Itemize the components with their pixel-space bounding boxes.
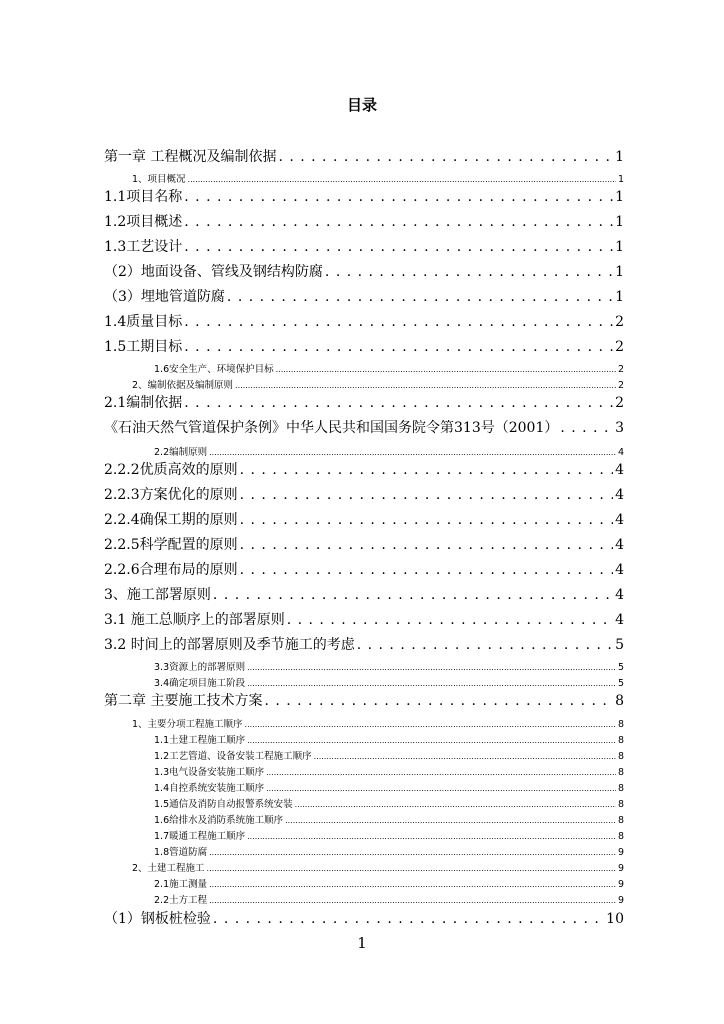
- toc-entry[interactable]: [104, 460, 624, 480]
- toc-entry-text: 第一章 工程概况及编制依据: [104, 149, 277, 165]
- toc-entry-page: 1: [615, 264, 624, 280]
- toc-entry-text: （1）钢板桩检验: [104, 911, 211, 927]
- toc-entry[interactable]: [104, 262, 624, 282]
- toc-entry-text: 2.2.3方案优化的原则: [104, 487, 238, 503]
- toc-entry[interactable]: [104, 635, 624, 655]
- toc-entry-page: 2: [615, 314, 624, 330]
- toc-leader: [213, 909, 604, 929]
- toc-entry-text: 1.6安全生产、环境保护目标: [154, 364, 274, 375]
- page-number: 1: [357, 934, 367, 952]
- toc-entry-text: （3）埋地管道防腐: [104, 289, 225, 305]
- toc-entry-page: 1: [615, 289, 624, 305]
- toc-leader: [240, 485, 613, 505]
- toc-entry-page: 1: [615, 149, 624, 165]
- toc-entry[interactable]: [104, 418, 624, 438]
- toc-leader: [278, 147, 613, 167]
- toc-entry-text: 2.1施工测量: [154, 879, 208, 890]
- toc-entry-text: 2.1编制依据: [104, 395, 183, 411]
- toc-entry-page: 4: [617, 447, 624, 458]
- toc-entry[interactable]: [104, 147, 624, 167]
- toc-entry[interactable]: [104, 535, 624, 555]
- toc-leader: [247, 677, 616, 691]
- toc-entry-page: 2: [617, 364, 624, 375]
- toc-entry[interactable]: [104, 691, 624, 711]
- toc-entry-page: 9: [617, 879, 624, 890]
- toc-leader: [264, 691, 613, 711]
- toc-entry-page: 2: [615, 395, 624, 411]
- toc-entry-page: 9: [617, 847, 624, 858]
- toc-entry-text: （2）地面设备、管线及钢结构防腐: [104, 264, 323, 280]
- toc-leader: [245, 718, 616, 732]
- toc-entry-page: 4: [615, 612, 624, 628]
- toc-entry-text: 1.3电气设备安装施工顺序: [154, 767, 265, 778]
- toc-entry-text: 1.1项目名称: [104, 189, 183, 205]
- toc-entry[interactable]: [154, 750, 624, 764]
- toc-leader: [240, 510, 613, 530]
- toc-entry-text: 1.5通信及消防自动报警系统安装: [154, 799, 293, 810]
- toc-entry-page: 10: [606, 911, 624, 927]
- toc-leader: [184, 312, 613, 332]
- toc-entry-page: 5: [617, 662, 624, 673]
- toc-leader: [184, 393, 613, 413]
- toc-entry-page: 4: [615, 562, 624, 578]
- toc-entry-page: 8: [617, 719, 624, 730]
- toc-leader: [295, 798, 616, 812]
- toc-leader: [247, 830, 616, 844]
- toc-entry[interactable]: [154, 661, 624, 675]
- toc-entry-page: 8: [617, 751, 624, 762]
- toc-entry[interactable]: [104, 510, 624, 530]
- toc-entry-text: 1、项目概况: [132, 174, 186, 185]
- toc-entry-text: 1.3工艺设计: [104, 239, 183, 255]
- toc-entry[interactable]: [154, 878, 624, 892]
- toc-leader: [188, 173, 616, 187]
- toc-leader: [227, 287, 613, 307]
- toc-leader: [209, 894, 616, 908]
- toc-entry[interactable]: [132, 173, 624, 187]
- toc-entry-text: 2、编制依据及编制原则: [132, 380, 234, 391]
- toc-entry-page: 5: [617, 678, 624, 689]
- toc-leader: [266, 766, 616, 780]
- toc-entry-page: 1: [615, 239, 624, 255]
- toc-leader: [184, 237, 613, 257]
- toc-entry[interactable]: [104, 187, 624, 207]
- toc-leader: [325, 262, 613, 282]
- toc-entry-page: 4: [615, 487, 624, 503]
- toc-entry-page: 8: [617, 783, 624, 794]
- toc-entry-page: 2: [617, 380, 624, 391]
- toc-entry-text: 1.2工艺管道、设备安装工程施工顺序: [154, 751, 312, 762]
- toc-entry-page: 8: [617, 767, 624, 778]
- toc-leader: [213, 585, 613, 605]
- toc-leader: [240, 560, 613, 580]
- toc-entry-text: 1.6给排水及消防系统施工顺序: [154, 815, 284, 826]
- toc-entry[interactable]: [104, 393, 624, 413]
- toc-entry[interactable]: [104, 337, 624, 357]
- toc-entry-text: 2.2.2优质高效的原则: [104, 462, 238, 478]
- toc-entry[interactable]: [154, 830, 624, 844]
- toc-leader: [240, 535, 613, 555]
- toc-entry[interactable]: [154, 677, 624, 691]
- toc-entry[interactable]: [154, 846, 624, 860]
- toc-leader: [184, 212, 613, 232]
- toc-leader: [247, 661, 616, 675]
- toc-entry-text: 3.4确定项目施工阶段: [154, 678, 246, 689]
- toc-entry[interactable]: [154, 766, 624, 780]
- toc-entry[interactable]: [154, 782, 624, 796]
- toc-entry-text: 1、主要分项工程施工顺序: [132, 719, 243, 730]
- toc-leader: [209, 878, 616, 892]
- toc-entry[interactable]: [154, 734, 624, 748]
- toc-entry-page: 9: [617, 863, 624, 874]
- toc-entry[interactable]: [154, 363, 624, 377]
- toc-entry[interactable]: [154, 446, 624, 460]
- toc-entry-text: 《石油天然气管道保护条例》中华人民共和国国务院令第313号（2001）: [104, 420, 559, 436]
- toc-entry[interactable]: [154, 798, 624, 812]
- toc-entry-page: 8: [617, 831, 624, 842]
- toc-entry-page: 1: [617, 174, 624, 185]
- toc-leader: [357, 635, 613, 655]
- toc-entry-text: 2.2编制原则: [154, 447, 208, 458]
- toc-title: 目录: [346, 96, 377, 114]
- toc-entry-text: 3、施工部署原则: [104, 587, 211, 603]
- toc-leader: [287, 610, 613, 630]
- toc-leader: [314, 750, 616, 764]
- toc-entry-text: 2.2.6合理布局的原则: [104, 562, 238, 578]
- toc-entry-text: 1.4质量目标: [104, 314, 183, 330]
- toc-entry-page: 9: [617, 895, 624, 906]
- toc-entry[interactable]: [104, 610, 624, 630]
- toc-entry-page: 2: [615, 339, 624, 355]
- toc-entry-page: 8: [615, 693, 624, 709]
- toc-leader: [209, 446, 616, 460]
- toc-entry[interactable]: [132, 862, 624, 876]
- toc-entry-page: 1: [615, 214, 624, 230]
- toc-leader: [266, 782, 616, 796]
- toc-entry-text: 2.2.4确保工期的原则: [104, 512, 238, 528]
- toc-entry[interactable]: [154, 814, 624, 828]
- toc-entry-text: 第二章 主要施工技术方案: [104, 693, 263, 709]
- toc-leader: [235, 379, 616, 393]
- toc-entry-text: 2.2土方工程: [154, 895, 208, 906]
- toc-leader: [247, 734, 616, 748]
- toc-leader: [285, 814, 616, 828]
- toc-leader: [184, 187, 613, 207]
- toc-entry[interactable]: [104, 312, 624, 332]
- toc-entry-page: 5: [615, 637, 624, 653]
- toc-leader: [209, 846, 616, 860]
- toc-entry-text: 2.2.5科学配置的原则: [104, 537, 238, 553]
- toc-entry-text: 3.2 时间上的部署原则及季节施工的考虑: [104, 637, 355, 653]
- toc-entry-text: 1.4自控系统安装施工顺序: [154, 783, 265, 794]
- toc-entry[interactable]: [104, 212, 624, 232]
- toc-leader: [276, 363, 616, 377]
- toc-entry[interactable]: [104, 585, 624, 605]
- toc-entry[interactable]: [154, 894, 624, 908]
- toc-leader: [184, 337, 613, 357]
- toc-entry-page: 8: [617, 799, 624, 810]
- toc-entry-text: 1.7暖通工程施工顺序: [154, 831, 246, 842]
- toc-entry[interactable]: [104, 560, 624, 580]
- toc-entry-text: 1.5工期目标: [104, 339, 183, 355]
- toc-entry[interactable]: [132, 718, 624, 732]
- toc-entry[interactable]: [104, 237, 624, 257]
- toc-entry[interactable]: [104, 909, 624, 929]
- toc-entry-text: 3.3资源上的部署原则: [154, 662, 246, 673]
- toc-entry[interactable]: [132, 379, 624, 393]
- toc-leader: [240, 460, 613, 480]
- toc-entry-text: 2、土建工程施工: [132, 863, 205, 874]
- toc-entry-page: 4: [615, 587, 624, 603]
- toc-entry-text: 3.1 施工总顺序上的部署原则: [104, 612, 285, 628]
- toc-entry-text: 1.2项目概述: [104, 214, 183, 230]
- toc-entry[interactable]: [104, 485, 624, 505]
- toc-leader: [560, 418, 613, 438]
- toc-entry-text: 1.8管道防腐: [154, 847, 208, 858]
- toc-entry-page: 4: [615, 462, 624, 478]
- toc-entry[interactable]: [104, 287, 624, 307]
- toc-entry-text: 1.1土建工程施工顺序: [154, 735, 246, 746]
- toc-entry-page: 1: [615, 189, 624, 205]
- toc-leader: [207, 862, 616, 876]
- toc-entry-page: 4: [615, 512, 624, 528]
- toc-entry-page: 4: [615, 537, 624, 553]
- toc-entry-page: 3: [615, 420, 624, 436]
- toc-entry-page: 8: [617, 735, 624, 746]
- toc-entry-page: 8: [617, 815, 624, 826]
